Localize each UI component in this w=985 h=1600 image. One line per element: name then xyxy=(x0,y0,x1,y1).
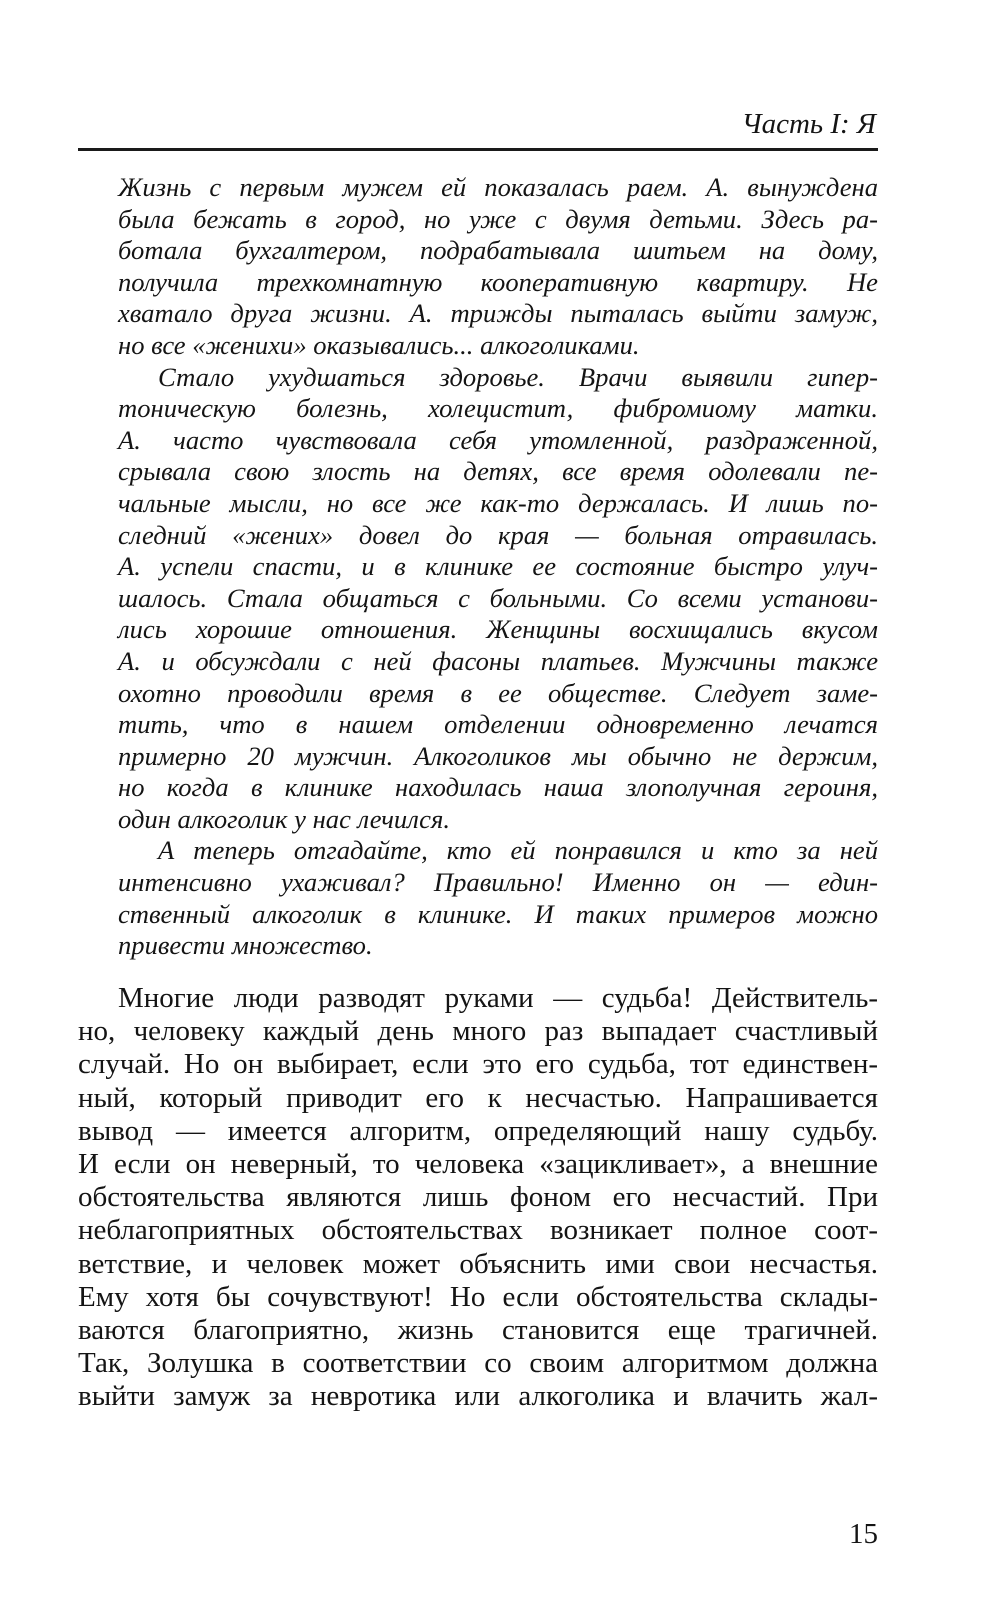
case-study-block xyxy=(118,172,878,962)
body-line: Многие люди разводят руками — судьба! Действитель- xyxy=(118,982,878,1014)
case-line: один алкоголик у нас лечился. xyxy=(118,803,450,834)
body-line: Так, Золушка в соответствии со своим алгоритмом должна xyxy=(78,1347,878,1380)
case-line: Стало ухудшаться здоровье. Врачи выявили гипер- xyxy=(158,361,878,392)
running-head: Часть I: Я xyxy=(741,108,876,140)
body-line: обстоятельства являются лишь фоном его несчастий. При xyxy=(78,1181,878,1214)
case-line: Жизнь с первым мужем ей показалась раем. А. вынуждена xyxy=(118,172,878,202)
case-line: охотно проводили время в ее обществе. Следует заме- xyxy=(118,677,878,708)
body-line: вывод — имеется алгоритм, определяющий нашу судьбу. xyxy=(78,1114,878,1147)
body-line: Ему хотя бы сочувствуют! Но если обстоятельства склады- xyxy=(78,1280,878,1313)
body-line: неблагоприятных обстоятельствах возникает полное соот- xyxy=(78,1214,878,1247)
case-line: примерно 20 мужчин. Алкоголиков мы обычно не держим, xyxy=(118,740,878,771)
case-line: ботала бухгалтером, подрабатывала шитьем на дому, xyxy=(118,235,878,266)
case-line: интенсивно ухаживал? Правильно! Именно он — един- xyxy=(118,867,878,898)
case-line: но все «женихи» оказывались... алкоголиками. xyxy=(118,329,640,360)
body-line: ваются благоприятно, жизнь становится еще трагичней. xyxy=(78,1314,878,1347)
case-line: А. успели спасти, и в клинике ее состояние быстро улуч- xyxy=(118,551,878,582)
case-line: была бежать в город, но уже с двумя детьми. Здесь ра- xyxy=(118,203,878,234)
body-line: ветствие, и человек может объяснить ими свои несчастья. xyxy=(78,1247,878,1280)
main-paragraph xyxy=(78,982,878,1414)
body-line: ный, который приводит его к несчастью. Напрашивается xyxy=(78,1081,878,1114)
case-line: ственный алкоголик в клинике. И таких примеров можно xyxy=(118,898,878,929)
page-number: 15 xyxy=(849,1518,878,1550)
case-line: срывала свою злость на детях, все время одолевали пе- xyxy=(118,456,878,487)
case-line: чальные мысли, но все же как-то держалась. И лишь по- xyxy=(118,487,878,518)
case-line: тоническую болезнь, холецистит, фибромиому матки. xyxy=(118,393,878,424)
case-line: А. и обсуждали с ней фасоны платьев. Мужчины также xyxy=(118,645,878,676)
case-line: А. часто чувствовала себя утомленной, раздраженной, xyxy=(118,424,878,455)
case-line: но когда в клинике находилась наша злополучная героиня, xyxy=(118,772,878,803)
body-line: случай. Но он выбирает, если это его судьба, тот единствен- xyxy=(78,1048,878,1081)
body-line: И если он неверный, то человека «зацикливает», а внешние xyxy=(78,1148,878,1181)
case-line: А теперь отгадайте, кто ей понравился и кто за ней xyxy=(158,835,878,866)
case-line: шалось. Стала общаться с больными. Со всеми установи- xyxy=(118,582,878,613)
case-line: хватало друга жизни. А. трижды пыталась выйти замуж, xyxy=(118,298,878,329)
body-line: но, человеку каждый день много раз выпадает счастливый xyxy=(78,1015,878,1048)
case-line: следний «жених» довел до края — больная отравилась. xyxy=(118,519,878,550)
page-header xyxy=(78,108,878,151)
case-line: лись хорошие отношения. Женщины восхищались вкусом xyxy=(118,614,878,645)
case-line: тить, что в нашем отделении одновременно лечатся xyxy=(118,709,878,740)
case-line: получила трехкомнатную кооперативную квартиру. Не xyxy=(118,266,878,297)
case-line: привести множество. xyxy=(118,930,373,961)
body-line: выйти замуж за невротика или алкоголика и влачить жал- xyxy=(78,1380,878,1413)
